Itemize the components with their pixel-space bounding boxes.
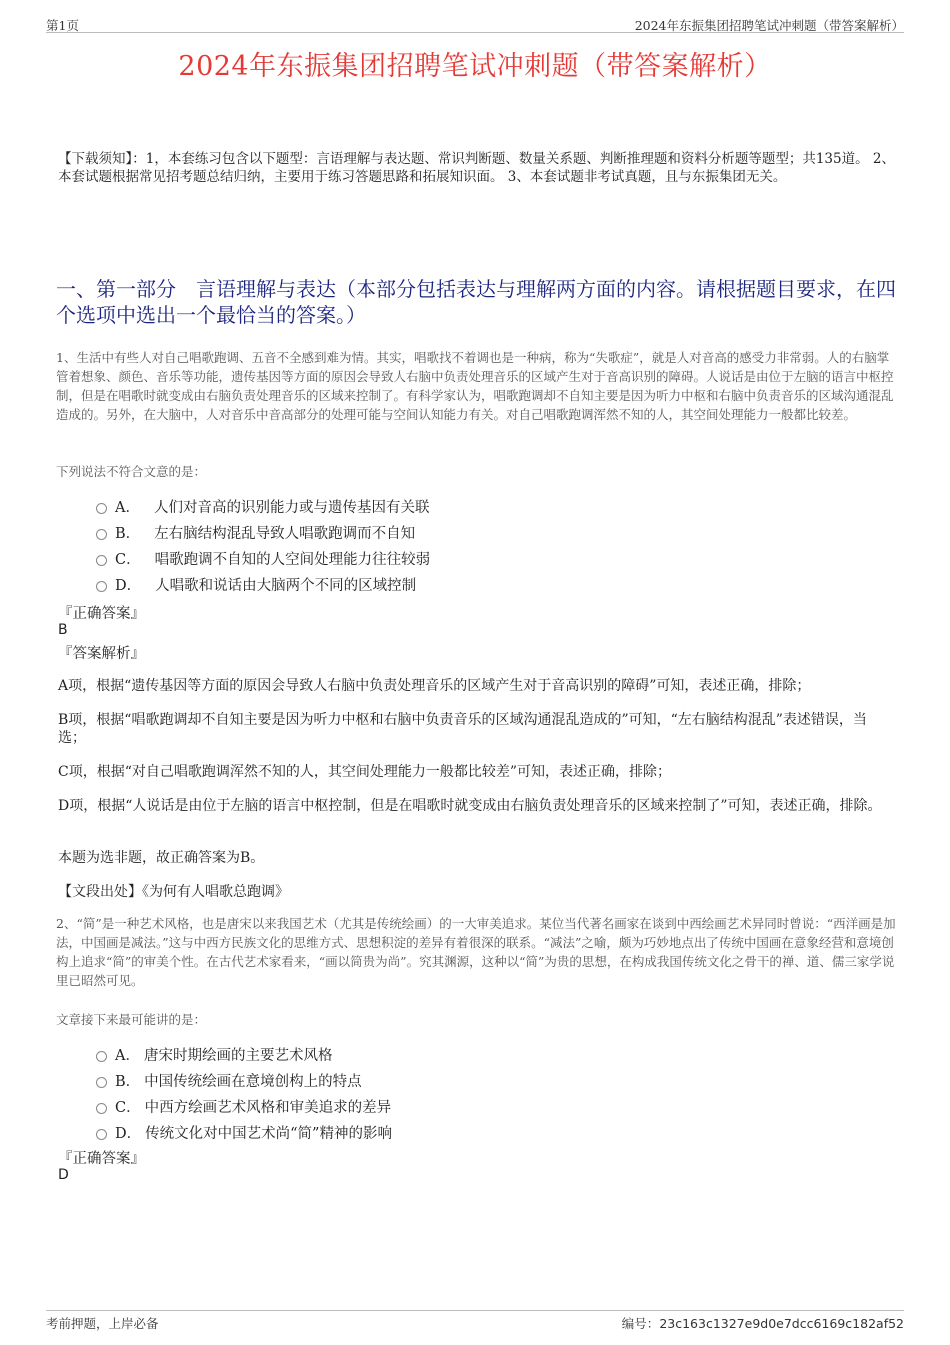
question-1-option-c[interactable]: C． 唱歌跑调不自知的人空间处理能力往往较弱 [96,545,876,571]
question-2-option-a[interactable]: A． 唐宋时期绘画的主要艺术风格 [96,1041,876,1067]
question-2-stem: 文章接下来最可能讲的是： [56,1012,207,1027]
download-notice: 【下载须知】：1，本套练习包含以下题型：言语理解与表达题、常识判断题、数量关系题、判断推理题和资料分析题等题型；共135道。 2、本套试题根据常见招考题总结归纳，主要用于练习答题思路和拓展知识面。 3、本套试题非考试真题，且与东振集团无关。 [58,151,895,185]
question-2-option-c[interactable]: C． 中西方绘画艺术风格和审美追求的差异 [96,1093,876,1119]
question-1-options [96,493,876,597]
question-1-analysis-label: 『答案解析』 [58,646,145,662]
question-2-option-d[interactable]: D． 传统文化对中国艺术尚“简”精神的影响 [96,1119,876,1145]
radio-icon[interactable] [96,529,107,540]
question-1-option-b[interactable]: B． 左右脑结构混乱导致人唱歌跑调而不自知 [96,519,876,545]
question-2-answer: D [58,1167,69,1183]
page-header [46,14,904,32]
radio-icon[interactable] [96,555,107,566]
analysis-line-a: A项，根据“遗传基因等方面的原因会导致人右脑中负责处理音乐的区域产生对于音高识别的障碍”可知，表述正确，排除； [58,678,811,694]
question-2-options [96,1041,876,1145]
footer-slogan: 考前押题，上岸必备 [46,1316,159,1331]
analysis-conclusion: 本题为选非题，故正确答案为B。 [58,850,265,866]
analysis-line-b: B项，根据“唱歌跑调却不自知主要是因为听力中枢和右脑中负责音乐的区域沟通混乱造成的”可知，“左右脑结构混乱”表述错误，当选； [58,712,867,746]
section-title: 一、第一部分 言语理解与表达（本部分包括表达与理解两方面的内容。请根据题目要求，在四个选项中选出一个最恰当的答案。） [56,277,896,327]
radio-icon[interactable] [96,1051,107,1062]
question-1-stem: 下列说法不符合文意的是： [56,464,207,479]
question-1-option-d[interactable]: D． 人唱歌和说话由大脑两个不同的区域控制 [96,571,876,597]
question-1-answer: B [58,622,68,638]
question-2-answer-label: 『正确答案』 [58,1151,145,1167]
question-1-passage: 1、生活中有些人对自己唱歌跑调、五音不全感到难为情。其实，唱歌找不着调也是一种病，称为“失歌症”，就是人对音高的感受力非常弱。人的右脑掌管着想象、颜色、音乐等功能，遗传基因等方面的原因会导致人右脑中负责处理音乐的区域产生对于音高识别的障碍。人说话是由位于左脑的语言中枢控制，但是在唱歌时就变成由右脑负责处理音乐的区域来控制了。有科学家认为，唱歌跑调却不自知主要是因为听力中枢和右脑中负责音乐的区域沟通混乱造成的。另外，在大脑中，人对音乐中音高部分的处理可能与空间认知能力有关。对自己唱歌跑调浑然不知的人，其空间处理能力一般都比较差。 [56,350,894,422]
footer-rule [46,1310,904,1311]
question-2-passage: 2、“简”是一种艺术风格，也是唐宋以来我国艺术（尤其是传统绘画）的一大审美追求。某位当代著名画家在谈到中西绘画艺术异同时曾说：“西洋画是加法，中国画是减法。”这与中西方民族文化的思维方式、思想积淀的差异有着很深的联系。“减法”之喻，颇为巧妙地点出了传统中国画在意象经营和意境创构上追求“简”的审美个性。在古代艺术家看来，“画以简贵为尚”。究其渊源，这种以“简”为贵的思想，在构成我国传统文化之骨干的禅、道、儒三家学说里已昭然可见。 [56,916,896,988]
analysis-source: 【文段出处】《为何有人唱歌总跑调》 [58,884,289,900]
radio-icon[interactable] [96,1103,107,1114]
page-number: 第1页 [46,18,79,33]
footer-code: 编号：23c163c1327e9d0e7dcc6169c182af52 [621,1316,904,1331]
analysis-line-c: C项，根据“对自己唱歌跑调浑然不知的人，其空间处理能力一般都比较差”可知，表述正确，排除； [58,764,672,780]
page-title: 2024年东振集团招聘笔试冲刺题（带答案解析） [178,51,772,82]
radio-icon[interactable] [96,581,107,592]
question-2-option-b[interactable]: B． 中国传统绘画在意境创构上的特点 [96,1067,876,1093]
header-doc-title: 2024年东振集团招聘笔试冲刺题（带答案解析） [634,18,904,33]
radio-icon[interactable] [96,1077,107,1088]
radio-icon[interactable] [96,503,107,514]
analysis-line-d: D项，根据“人说话是由位于左脑的语言中枢控制，但是在唱歌时就变成由右脑负责处理音乐的区域来控制了”可知，表述正确，排除。 [58,798,882,814]
header-rule [46,32,904,33]
radio-icon[interactable] [96,1129,107,1140]
question-1-option-a[interactable]: A． 人们对音高的识别能力或与遗传基因有关联 [96,493,876,519]
question-1-answer-label: 『正确答案』 [58,606,145,622]
